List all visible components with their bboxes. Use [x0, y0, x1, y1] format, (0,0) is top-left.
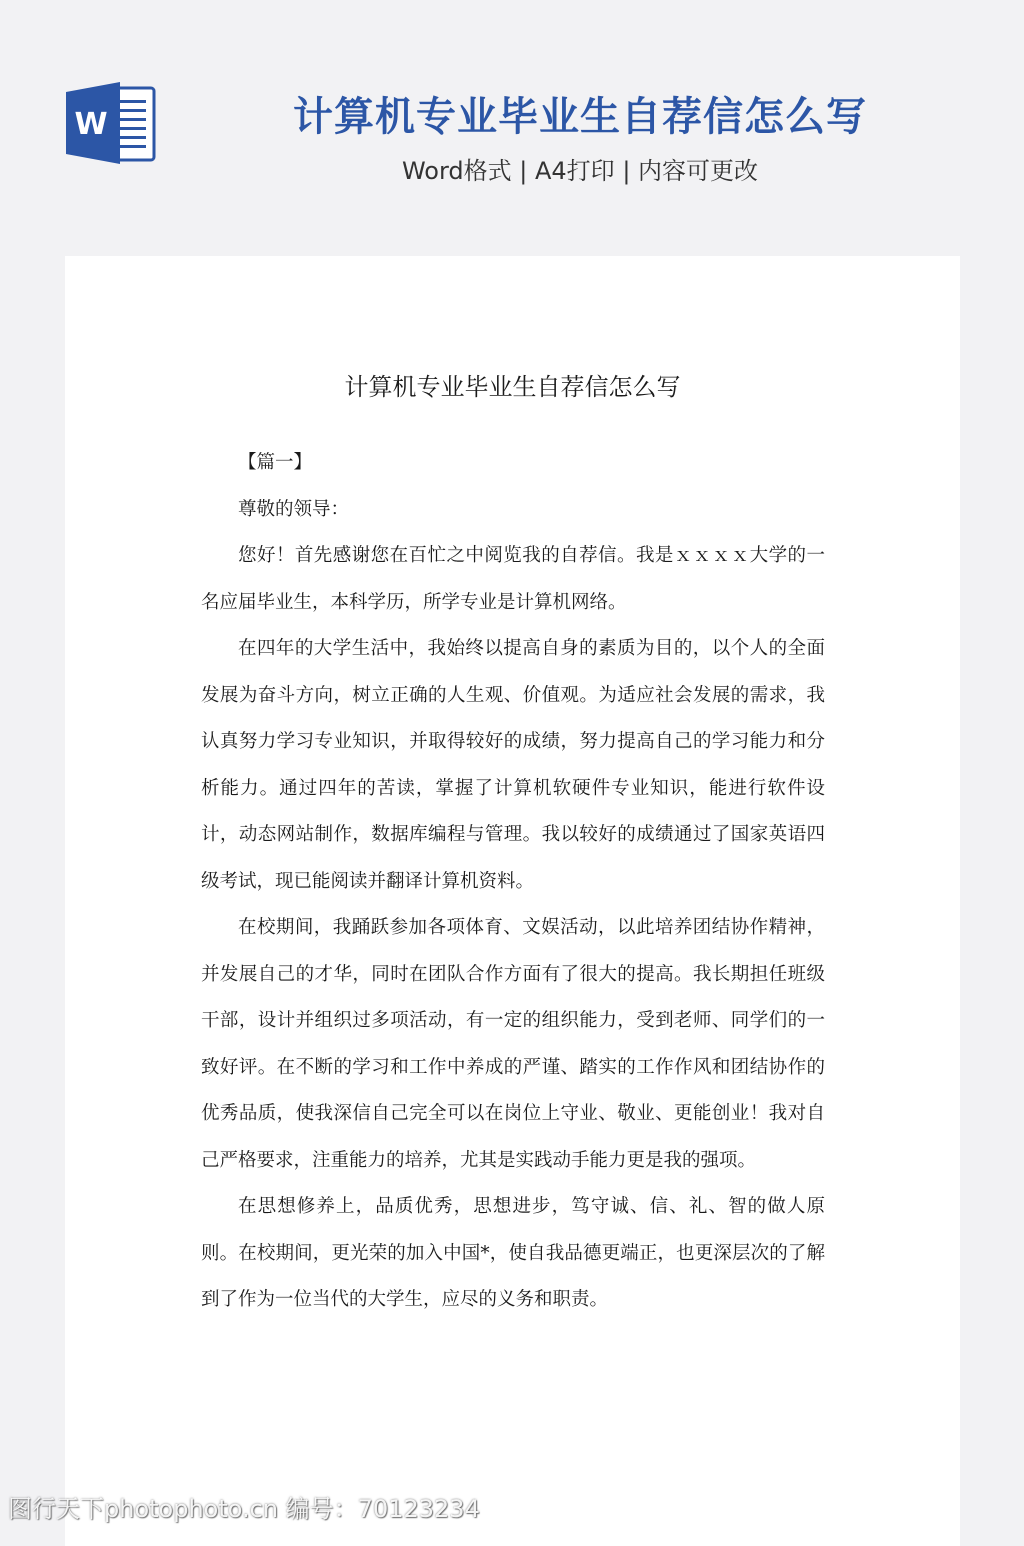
document-page	[65, 256, 960, 1546]
word-document-icon	[66, 82, 156, 164]
document-title: 计算机专业毕业生自荐信怎么写	[344, 373, 681, 401]
header-subtitle: Word格式 | A4打印 | 内容可更改	[401, 157, 759, 185]
body-paragraph: 在思想修养上，品质优秀，思想进步，笃守诚、信、礼、智的做人原则。在校期间，更光荣的加入中国*，使自我品德更端正，也更深层次的了解到了作为一位当代的大学生，应尽的义务和职责。	[201, 1196, 825, 1310]
document-body	[201, 440, 825, 1324]
word-icon-letter: W	[74, 107, 108, 142]
salutation: 尊敬的领导：	[238, 498, 350, 520]
section-heading: 【篇一】	[238, 452, 313, 473]
watermark-text: 图行天下photophoto.cn 编号：70123234	[8, 1495, 480, 1523]
body-paragraph: 您好！首先感谢您在百忙之中阅览我的自荐信。我是ｘｘｘｘ大学的一名应届毕业生，本科学历，所学专业是计算机网络。	[201, 545, 825, 613]
body-paragraph: 在四年的大学生活中，我始终以提高自身的素质为目的，以个人的全面发展为奋斗方向，树立正确的人生观、价值观。为适应社会发展的需求，我认真努力学习专业知识，并取得较好的成绩，努力提高自己的学习能力和分析能力。通过四年的苦读，掌握了计算机软硬件专业知识，能进行软件设计，动态网站制作，数据库编程与管理。我以较好的成绩通过了国家英语四级考试，现已能阅读并翻译计算机资料。	[201, 638, 825, 892]
page-header	[0, 0, 1024, 255]
body-paragraph: 在校期间，我踊跃参加各项体育、文娱活动，以此培养团结协作精神，并发展自己的才华，同时在团队合作方面有了很大的提高。我长期担任班级干部，设计并组织过多项活动，有一定的组织能力，受到老师、同学们的一致好评。在不断的学习和工作中养成的严谨、踏实的工作作风和团结协作的优秀品质，使我深信自己完全可以在岗位上守业、敬业、更能创业！我对自己严格要求，注重能力的培养，尤其是实践动手能力更是我的强项。	[201, 917, 825, 1171]
header-title: 计算机专业毕业生自荐信怎么写	[293, 94, 867, 140]
